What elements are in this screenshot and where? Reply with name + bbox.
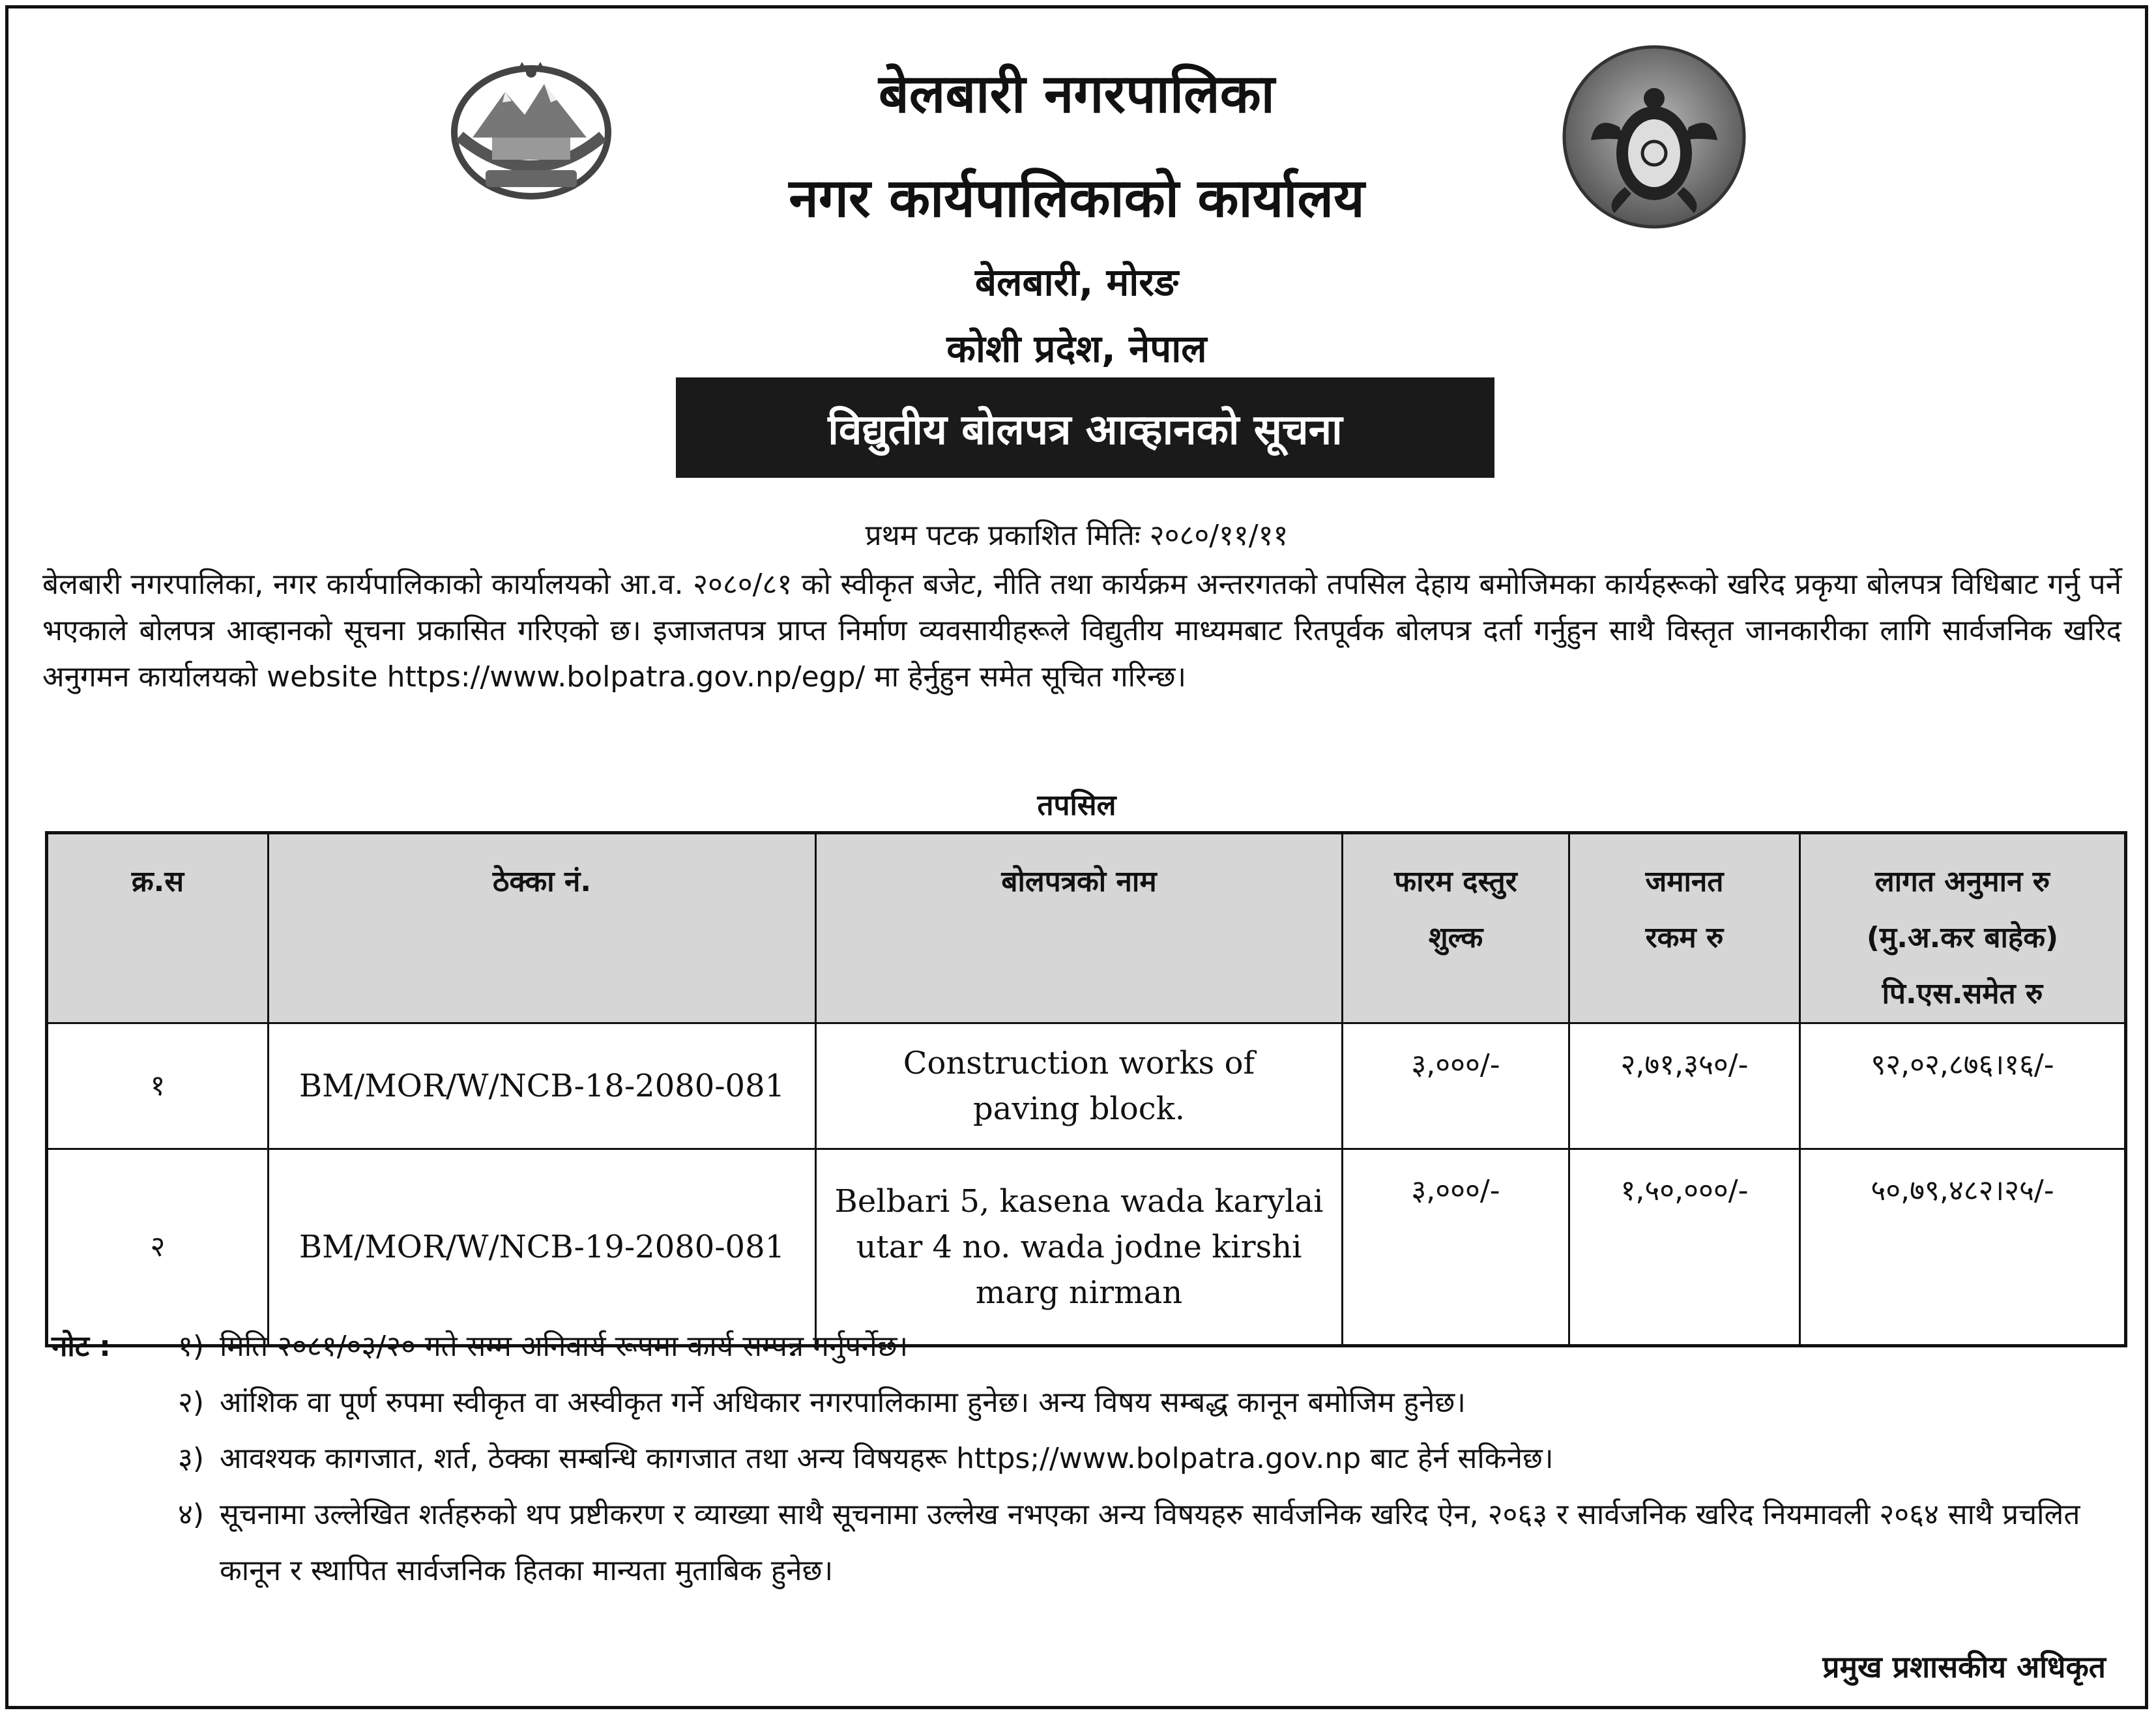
- note-item: [42, 1375, 2128, 1431]
- office-location: बेलबारी, मोरङ: [975, 260, 1178, 304]
- header-estimate: लागत अनुमान रु (मु.अ.कर बाहेक) पि.एस.समेत रु: [1800, 833, 2126, 1023]
- cell-bid-name: Belbari 5, kasena wada karylai utar 4 no. wada jodne kirshi marg nirman: [816, 1149, 1343, 1346]
- note-item: [42, 1431, 2128, 1487]
- cell-security: २,७१,३५०/-: [1569, 1023, 1800, 1149]
- note-number: १): [178, 1330, 205, 1363]
- cell-form-fee: ३,०००/-: [1343, 1023, 1569, 1149]
- header-sn: क्र.स: [47, 833, 269, 1023]
- municipality-name: बेलबारी नगरपालिका: [879, 63, 1275, 125]
- note-text: आवश्यक कागजात, शर्त, ठेक्का सम्बन्धि कागजात तथा अन्य विषयहरू https;//www.bolpatra.gov.np बाट हेर्न सकिनेछ।: [220, 1442, 1554, 1475]
- table-caption: तपसिल: [1037, 789, 1116, 822]
- intro-paragraph: बेलबारी नगरपालिका, नगर कार्यपालिकाको कार्यालयको आ.व. २०८०/८१ को स्वीकृत बजेट, नीति तथा कार्यक्रम अन्तरगतको तपसिल देहाय बमोजिमका कार्यहरूको खरिद प्रकृया बोलपत्र विधिबाट गर्नु पर्ने भएकाले बोलपत्र आव्हानको सूचना प्रकासित गरिएको छ। इजाजतपत्र प्राप्त निर्माण व्यवसायीहरूले विद्युतीय माध्यमबाट रितपूर्वक बोलपत्र दर्ता गर्नुहुन साथै विस्तृत जानकारीका लागि सार्वजनिक खरिद अनुगमन कार्यालयको website https://www.bolpatra.gov.np/egp/ मा हेर्नुहुन समेत सूचित गरिन्छ।: [42, 568, 2121, 694]
- bid-table: [45, 831, 2127, 1347]
- table-row: [47, 1149, 2126, 1346]
- table-row: [47, 1023, 2126, 1149]
- header-security: जमानत रकम रु: [1569, 833, 1800, 1023]
- note-number: ३): [178, 1442, 205, 1475]
- header-form-fee: फारम दस्तुर शुल्क: [1343, 833, 1569, 1023]
- notice-title-banner: विद्युतीय बोलपत्र आव्हानको सूचना: [676, 377, 1494, 478]
- notes-section: [42, 1319, 2128, 1599]
- header-contract-no: ठेक्का नं.: [269, 833, 816, 1023]
- note-item: [42, 1319, 2128, 1375]
- cell-sn: १: [47, 1023, 269, 1149]
- cell-form-fee: ३,०००/-: [1343, 1149, 1569, 1346]
- cell-security: १,५०,०००/-: [1569, 1149, 1800, 1346]
- office-province: कोशी प्रदेश, नेपाल: [946, 327, 1207, 371]
- cell-estimate: ५०,७९,४८२।२५/-: [1800, 1149, 2126, 1346]
- note-number: ४): [178, 1498, 205, 1531]
- office-name: नगर कार्यपालिकाको कार्यालय: [789, 168, 1365, 229]
- note-number: २): [178, 1386, 205, 1419]
- cell-contract-no: BM/MOR/W/NCB-19-2080-081: [269, 1149, 816, 1346]
- note-text: आंशिक वा पूर्ण रुपमा स्वीकृत वा अस्वीकृत गर्ने अधिकार नगरपालिकामा हुनेछ। अन्य विषय सम्बद्ध कानून बमोजिम हुनेछ।: [220, 1386, 1466, 1419]
- cell-sn: २: [47, 1149, 269, 1346]
- header-bid-name: बोलपत्रको नाम: [816, 833, 1343, 1023]
- cell-estimate: ९२,०२,८७६।१६/-: [1800, 1023, 2126, 1149]
- signatory-title: प्रमुख प्रशासकीय अधिकृत: [1822, 1649, 2106, 1684]
- notice-page: [5, 5, 2148, 1709]
- note-text: सूचनामा उल्लेखित शर्तहरुको थप प्रष्टीकरण र व्याख्या साथै सूचनामा उल्लेख नभएका अन्य विषयहरु सार्वजनिक खरिद ऐन, २०६३ र सार्वजनिक खरिद नियमावली २०६४ साथै प्रचलित कानून र स्थापित सार्वजनिक हितका मान्यता मुताबिक हुनेछ।: [220, 1498, 2080, 1587]
- belbari-municipality-turtle-seal-icon: [1560, 42, 1749, 231]
- cell-contract-no: BM/MOR/W/NCB-18-2080-081: [269, 1023, 816, 1149]
- note-text: मिति २०८१/०३/२० गते सम्म अनिवार्य रूपमा कार्य सम्पन्न गर्नुपर्नेछ।: [220, 1330, 909, 1363]
- publish-date: प्रथम पटक प्रकाशित मितिः २०८०/११/११: [865, 519, 1289, 552]
- table-header-row: [47, 833, 2126, 1023]
- note-item: [42, 1487, 2128, 1599]
- cell-bid-name: Construction works of paving block.: [816, 1023, 1343, 1149]
- notes-label: नोट :: [51, 1330, 111, 1363]
